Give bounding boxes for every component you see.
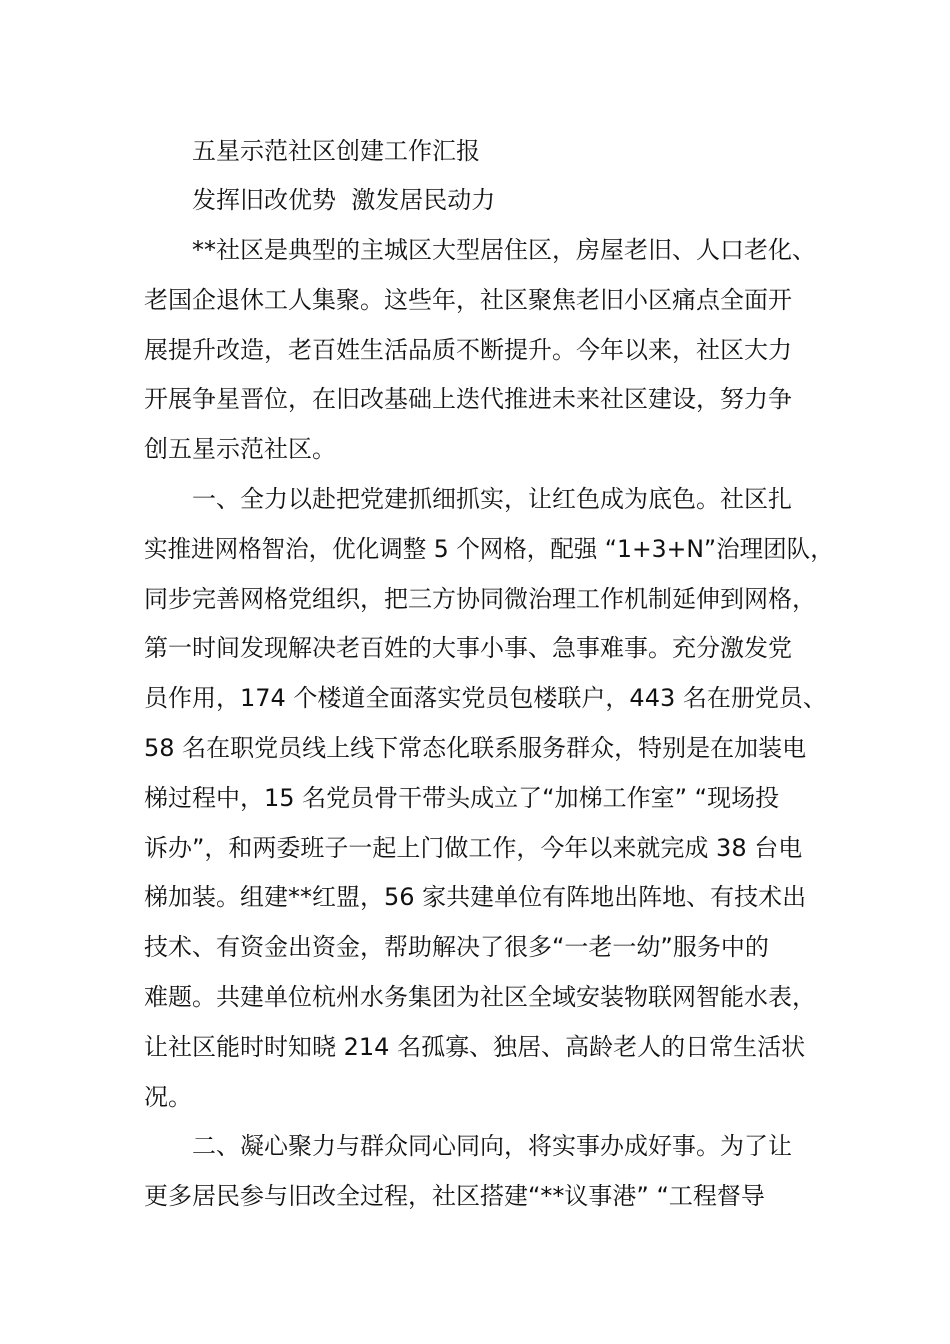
text-line: 难题。共建单位杭州水务集团为社区全域安装物联网智能水表， bbox=[144, 982, 816, 1011]
text-line: 老国企退休工人集聚。这些年，社区聚焦老旧小区痛点全面开 bbox=[144, 285, 792, 314]
text-line: 梯过程中，15 名党员骨干带头成立了“加梯工作室” “现场投 bbox=[144, 783, 780, 812]
paragraph-intro bbox=[144, 226, 834, 475]
text-line: 展提升改造，老百姓生活品质不断提升。今年以来，社区大力 bbox=[144, 335, 792, 364]
paragraph-section-one bbox=[144, 475, 834, 1122]
text-line: **社区是典型的主城区大型居住区，房屋老旧、人口老化、 bbox=[192, 236, 816, 264]
text-line: 二、凝心聚力与群众同心同向，将实事办成好事。为了让 bbox=[192, 1132, 792, 1161]
document-title: 五星示范社区创建工作汇报 bbox=[192, 137, 480, 165]
document-subtitle: 发挥旧改优势 激发居民动力 bbox=[192, 186, 496, 214]
text-line: 创五星示范社区。 bbox=[144, 435, 336, 464]
text-line: 技术、有资金出资金，帮助解决了很多“一老一幼”服务中的 bbox=[144, 933, 769, 962]
text-line: 实推进网格智治，优化调整 5 个网格，配强 “1+3+N”治理团队， bbox=[144, 534, 834, 563]
paragraph-section-two bbox=[144, 1122, 834, 1222]
text-line: 58 名在职党员线上线下常态化联系服务群众，特别是在加装电 bbox=[144, 733, 807, 762]
text-line: 第一时间发现解决老百姓的大事小事、急事难事。充分激发党 bbox=[144, 634, 792, 663]
text-line: 更多居民参与旧改全过程，社区搭建“**议事港” “工程督导 bbox=[144, 1182, 765, 1211]
text-line: 让社区能时时知晓 214 名孤寡、独居、高龄老人的日常生活状 bbox=[144, 1032, 806, 1061]
text-line: 同步完善网格党组织，把三方协同微治理工作机制延伸到网格， bbox=[144, 584, 816, 613]
text-line: 开展争星晋位，在旧改基础上迭代推进未来社区建设，努力争 bbox=[144, 385, 792, 414]
document-body bbox=[144, 226, 834, 1222]
text-line: 况。 bbox=[144, 1082, 192, 1111]
text-line: 梯加装。组建**红盟，56 家共建单位有阵地出阵地、有技术出 bbox=[144, 883, 807, 912]
text-line: 一、全力以赴把党建抓细抓实，让红色成为底色。社区扎 bbox=[192, 484, 792, 513]
text-line: 诉办”，和两委班子一起上门做工作，今年以来就完成 38 台电 bbox=[144, 833, 803, 862]
text-line: 员作用，174 个楼道全面落实党员包楼联户，443 名在册党员、 bbox=[144, 684, 827, 713]
